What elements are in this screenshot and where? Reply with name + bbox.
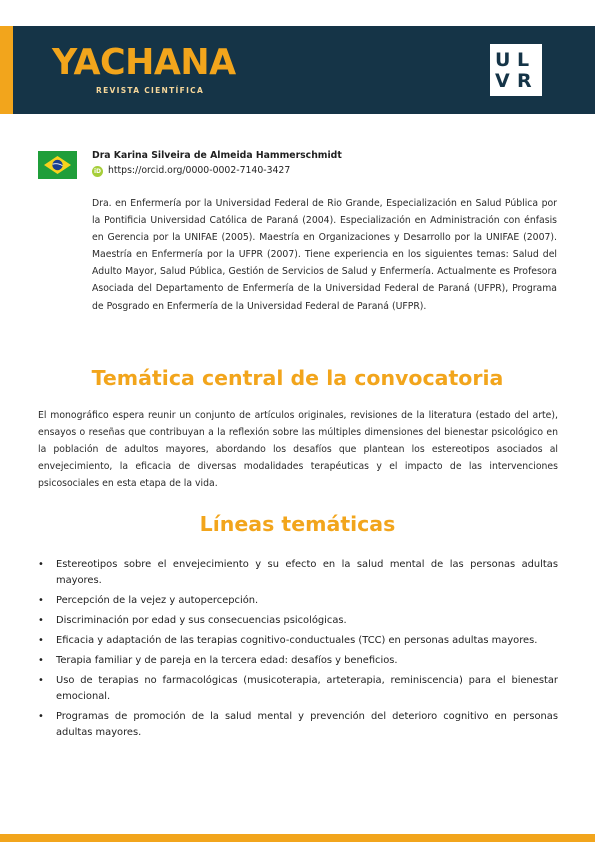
list-item-text: Percepción de la vejez y autopercepción. <box>56 595 259 606</box>
bullet: • <box>38 675 44 686</box>
list-item-text: Uso de terapias no farmacológicas (musicoterapia, arteterapia, reminiscencia) para el bienestar emocional. <box>56 675 558 702</box>
bullet: • <box>38 635 44 646</box>
list-item <box>38 709 558 741</box>
journal-logo-subtitle: REVISTA CIENTÍFICA <box>96 86 205 95</box>
list-item <box>38 653 558 669</box>
list-item-text: Programas de promoción de la salud mental y prevención del deterioro cognitivo en personas adultas mayores. <box>56 711 558 738</box>
list-item <box>38 613 558 629</box>
author-bio: Dra. en Enfermería por la Universidad Federal de Rio Grande, Especialización en Salud Pública por la Pontificia Universidad Católica de Paraná (2004). Especialización en Administración con énfasis en Gerencia por la UNIFAE (2005). Maestría en Organizaciones y Desarrollo por la UNIFAE (2007). Maestría en Enfermería por la UFPR (2007). Tiene experiencia en los siguientes temas: Salud del Adulto Mayor, Salud Pública, Gestión de Servicios de Salud y Enfermería. Actualmente es Profesora Asociada del Departamento de Enfermería de la Universidad Federal de Paraná (UFPR), Programa de Posgrado en Enfermería de la Universidad Federal de Paraná (UFPR). <box>92 198 557 312</box>
brazil-flag-icon <box>38 151 77 179</box>
author-name: Dra Karina Silveira de Almeida Hammerschmidt <box>92 150 342 161</box>
bullet: • <box>38 595 44 606</box>
ulvr-logo: U L V R <box>490 44 542 96</box>
orcid-icon: iD <box>93 168 102 175</box>
footer-accent-bar <box>0 834 595 842</box>
list-item <box>38 633 558 649</box>
bullet: • <box>38 559 44 570</box>
list-item-text: Eficacia y adaptación de las terapias cognitivo-conductuales (TCC) en personas adultas mayores. <box>56 635 538 646</box>
bullet: • <box>38 615 44 626</box>
list-item-text: Terapia familiar y de pareja en la tercera edad: desafíos y beneficios. <box>56 655 398 666</box>
journal-logo-title: YACHANA <box>52 42 236 83</box>
thematic-lines-list <box>38 557 558 745</box>
list-item-text: Discriminación por edad y sus consecuencias psicológicas. <box>56 615 347 626</box>
central-theme-heading: Temática central de la convocatoria <box>91 366 504 390</box>
thematic-lines-heading: Líneas temáticas <box>199 512 396 536</box>
orcid-link[interactable]: https://orcid.org/0000-0002-7140-3427 <box>108 165 291 176</box>
central-theme-paragraph: El monográfico espera reunir un conjunto de artículos originales, revisiones de la literatura (estado del arte), ensayos o reseñas que contribuyan a la reflexión sobre las múltiples dimensiones del bienestar psicológico en la población de adultos mayores, abordando los desafíos que plantean los estereotipos asociados al envejecimiento, la eficacia de diversas modalidades terapéuticas y el impacto de las intervenciones psicosociales en esta etapa de la vida. <box>38 410 558 490</box>
header-accent-bar <box>0 26 13 114</box>
list-item-text: Estereotipos sobre el envejecimiento y su efecto en la salud mental de las personas adultas mayores. <box>56 559 558 586</box>
bullet: • <box>38 655 44 666</box>
list-item <box>38 593 558 609</box>
bullet: • <box>38 711 44 722</box>
list-item <box>38 557 558 589</box>
list-item <box>38 673 558 705</box>
